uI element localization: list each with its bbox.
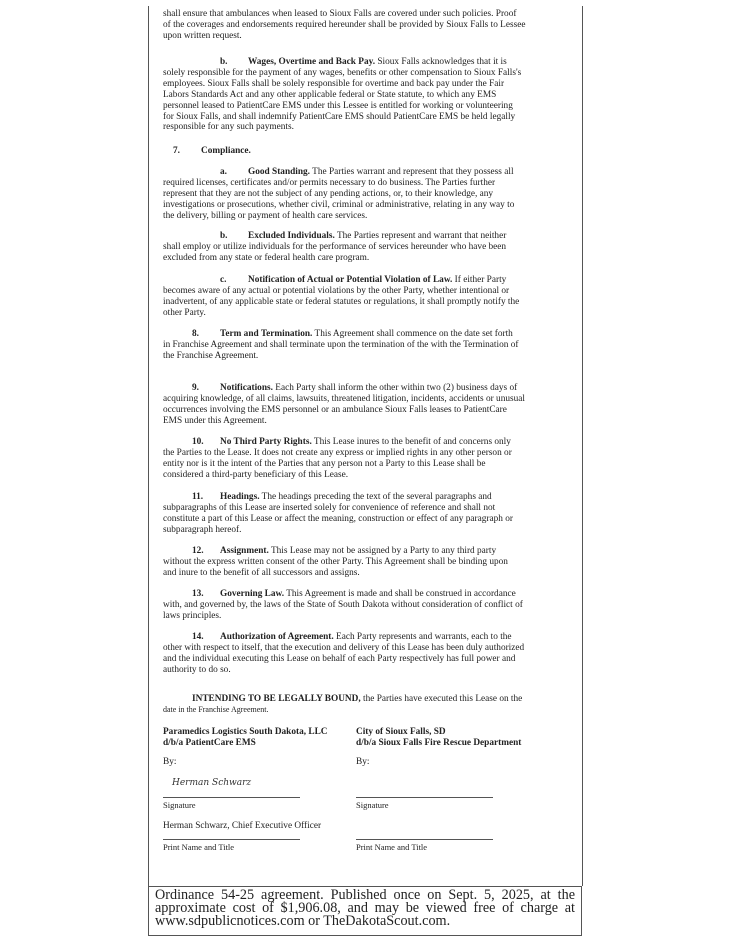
paragraph-number: b. <box>220 57 228 67</box>
left-signature-line <box>163 797 300 798</box>
paragraph-line: b. Excluded Individuals. The Parties represent and warrant that neither <box>220 231 507 241</box>
paragraph-number: c. <box>220 275 227 285</box>
paragraph-line: 8. Term and Termination. This Agreement shall commence on the date set forth <box>192 329 513 339</box>
paragraph-line: 14. Authorization of Agreement. Each Party represents and warrants, each to the <box>192 632 512 642</box>
right-print-label: Print Name and Title <box>356 842 428 852</box>
paragraph-heading: Notifications. <box>220 383 273 393</box>
paragraph-number: 13. <box>192 589 204 599</box>
paragraph-line: becomes aware of any actual or potential violations by the other Party, whether intentional or <box>163 285 510 296</box>
paragraph-number: 7. <box>173 146 180 156</box>
right-by-label: By: <box>356 757 370 767</box>
paragraph-line: authority to do so. <box>163 664 231 675</box>
paragraph-line: without the express written consent of the other Party. This Agreement shall be binding upon <box>163 556 508 567</box>
paragraph-heading: No Third Party Rights. <box>220 437 312 447</box>
paragraph-heading: Excluded Individuals. <box>248 231 335 241</box>
paragraph-line: acquiring knowledge, of all claims, lawsuits, threatened litigation, incidents, accidents or unusual <box>163 393 525 404</box>
paragraph <box>163 492 543 536</box>
left-signature-label: Signature <box>163 800 196 810</box>
publication-notice: Ordinance 54-25 agreement. Published once on Sept. 5, 2025, at the approximate cost of $1,906.08, and may be viewed free of charge at www.sdpublicnotices.com or TheDakotaScout.com. <box>148 886 582 936</box>
paragraph-line: personnel leased to PatientCare EMS under this Lessee is entitled for working or volunteering <box>163 100 513 111</box>
paragraph-line: considered a third-party beneficiary of this Lease. <box>163 469 349 480</box>
paragraph-line: inadvertent, of any applicable state or federal statutes or regulations, it shall promptly notify the <box>163 296 520 307</box>
paragraph-number: 9. <box>192 383 199 393</box>
paragraph <box>163 146 543 157</box>
closing-statement <box>163 694 543 716</box>
paragraph-line: investigations or prosecutions, whether civil, criminal or administrative, relating in any way to <box>163 199 515 210</box>
paragraph <box>163 329 543 362</box>
paragraph-line: constitute a part of this Lease or affect the meaning, construction or effect of any paragraph or <box>163 513 513 524</box>
paragraph-line: occurrences involving the EMS personnel or an ambulance Sioux Falls leases to PatientCare <box>163 404 507 415</box>
left-print-line <box>163 839 300 840</box>
paragraph <box>163 275 543 319</box>
paragraph-line: 10. No Third Party Rights. This Lease inures to the benefit of and concerns only <box>192 437 511 447</box>
paragraph-line: employees. Sioux Falls shall be solely responsible for overtime and back pay under the Fair <box>163 78 505 89</box>
paragraph-heading: Governing Law. <box>220 589 285 599</box>
paragraph <box>163 167 543 222</box>
paragraph-line: shall ensure that ambulances when leased to Sioux Falls are covered under such policies. Proof <box>163 9 517 19</box>
closing-text: the Parties have executed this Lease on the <box>363 694 523 704</box>
closing-bold: INTENDING TO BE LEGALLY BOUND, <box>192 694 361 704</box>
paragraph-line: responsible for any such payments. <box>163 122 294 133</box>
handwritten-signature: Herman Schwarz <box>172 778 252 788</box>
left-party-dba: d/b/a PatientCare EMS <box>163 737 256 748</box>
paragraph-line: represent that they are not the subject of any pending actions, or, to their knowledge, any <box>163 188 494 199</box>
paragraph-line: 13. Governing Law. This Agreement is made and shall be construed in accordance <box>192 589 516 599</box>
left-print-label: Print Name and Title <box>163 842 235 852</box>
right-party <box>356 727 521 749</box>
paragraph-heading: Notification of Actual or Potential Violation of Law. <box>248 275 453 285</box>
paragraph <box>163 546 543 579</box>
paragraph <box>163 231 543 264</box>
paragraph-number: 12. <box>192 546 204 556</box>
paragraph-line: the delivery, billing or payment of health care services. <box>163 210 368 221</box>
paragraph-number: 10. <box>192 437 204 447</box>
paragraph-line: in Franchise Agreement and shall terminate upon the termination of the with the Termination of <box>163 339 519 350</box>
paragraph-line: solely responsible for the payment of any wages, benefits or other compensation to Sioux Falls's <box>163 67 522 78</box>
paragraph-line: excluded from any state or federal health care program. <box>163 252 370 263</box>
paragraph-line: subparagraphs of this Lease are inserted solely for convenience of reference and shall not <box>163 502 496 513</box>
paragraph-line: laws principles. <box>163 610 222 621</box>
paragraph <box>163 57 543 133</box>
paragraph-heading: Headings. <box>220 492 260 502</box>
paragraph-heading: Compliance. <box>201 146 251 156</box>
paragraph-line: 11. Headings. The headings preceding the text of the several paragraphs and <box>192 492 492 502</box>
paragraph-line: subparagraph hereof. <box>163 524 242 535</box>
paragraph-heading: Authorization of Agreement. <box>220 632 334 642</box>
paragraph-line: required licenses, certificates and/or permits necessary to do business. The Parties further <box>163 177 496 188</box>
right-print-line <box>356 839 493 840</box>
paragraph-line: entity nor is it the intent of the Parties that any person not a Party to this Lease shall be <box>163 458 486 469</box>
left-party <box>163 727 328 749</box>
paragraph-line: c. Notification of Actual or Potential Violation of Law. If either Party <box>220 275 507 285</box>
paragraph-line: other with respect to itself, that the execution and delivery of this Lease has been duly authorized <box>163 642 525 653</box>
closing-line2: date in the Franchise Agreement. <box>163 704 269 714</box>
left-printed-name: Herman Schwarz, Chief Executive Officer <box>163 821 322 831</box>
paragraph-line: the Parties to the Lease. It does not create any express or implied rights in any other person or <box>163 447 512 458</box>
paragraph-line: Labors Standards Act and any other applicable federal or State statute, to which any EMS <box>163 89 497 100</box>
paragraph-line: with, and governed by, the laws of the State of South Dakota without consideration of conflict of <box>163 599 523 610</box>
right-party-dba: d/b/a Sioux Falls Fire Rescue Department <box>356 737 522 748</box>
paragraph-line: for Sioux Falls, and shall indemnify PatientCare EMS should PatientCare EMS be held legally <box>163 111 516 122</box>
paragraph-number: b. <box>220 231 228 241</box>
paragraph-line: upon written request. <box>163 30 242 41</box>
paragraph-line: EMS under this Agreement. <box>163 415 267 426</box>
paragraph-line: a. Good Standing. The Parties warrant and represent that they possess all <box>220 167 514 177</box>
paragraph-line: shall employ or utilize individuals for the performance of services hereunder who have been <box>163 241 507 252</box>
paragraph-line: of the coverages and endorsements required hereunder shall be provided by Sioux Falls to Lessee <box>163 19 526 30</box>
paragraph-heading: Term and Termination. <box>220 329 313 339</box>
paragraph-line: 12. Assignment. This Lease may not be assigned by a Party to any third party <box>192 546 497 556</box>
paragraph-number: 14. <box>192 632 204 642</box>
paragraph <box>163 632 543 676</box>
paragraph-number: 11. <box>192 492 204 502</box>
paragraph-line: and the individual executing this Lease on behalf of each Party respectively has full power and <box>163 653 516 664</box>
left-by-label: By: <box>163 757 177 767</box>
paragraph-line: other Party. <box>163 307 206 318</box>
right-party-name: City of Sioux Falls, SD <box>356 727 446 737</box>
paragraph-line: and inure to the benefit of all successors and assigns. <box>163 567 360 578</box>
right-signature-line <box>356 797 493 798</box>
paragraph-number: 8. <box>192 329 199 339</box>
left-party-name: Paramedics Logistics South Dakota, LLC <box>163 727 328 737</box>
paragraph-line: 9. Notifications. Each Party shall inform the other within two (2) business days of <box>192 383 518 393</box>
paragraph-line: b. Wages, Overtime and Back Pay. Sioux Falls acknowledges that it is <box>220 57 507 67</box>
paragraph-line <box>163 146 543 157</box>
paragraph-number: a. <box>220 167 227 177</box>
paragraph <box>163 9 543 42</box>
paragraph-line: the Franchise Agreement. <box>163 350 259 361</box>
paragraph-heading: Assignment. <box>220 546 269 556</box>
right-signature-label: Signature <box>356 800 389 810</box>
paragraph <box>163 589 543 622</box>
paragraph-heading: Good Standing. <box>248 167 311 177</box>
paragraph <box>163 383 543 427</box>
paragraph-heading: Wages, Overtime and Back Pay. <box>248 57 376 67</box>
paragraph <box>163 437 543 481</box>
